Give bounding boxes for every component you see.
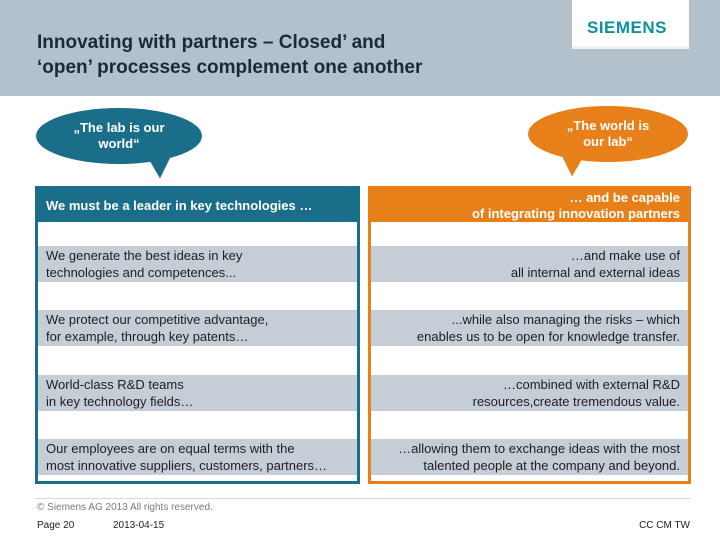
footer-divider [35,498,690,499]
left-row-2: We protect our competitive advantage, for example, through key patents… [38,310,357,346]
closed-process-panel [35,186,360,484]
open-process-panel [368,186,691,484]
right-panel-heading: … and be capable of integrating innovation partners [371,189,688,222]
left-row-4: Our employees are on equal terms with the most innovative suppliers, customers, partners… [38,439,357,475]
left-row-1: We generate the best ideas in key technologies and competences... [38,246,357,282]
left-row-3: World-class R&D teams in key technology fields… [38,375,357,411]
page-number: Page 20 [37,520,75,531]
right-row-4: …allowing them to exchange ideas with the most talented people at the company and beyond. [371,439,688,475]
right-row-3: …combined with external R&D resources,create tremendous value. [371,375,688,411]
speech-bubble-left: „The lab is our world“ [36,108,202,164]
department-code: CC CM TW [639,520,690,531]
slide-date: 2013-04-15 [113,520,165,531]
siemens-logo: SIEMENS [587,18,668,37]
right-row-1: …and make use of all internal and external ideas [371,246,688,282]
left-panel-heading: We must be a leader in key technologies … [38,189,357,222]
copyright-text: © Siemens AG 2013 All rights reserved. [37,502,213,513]
slide-title: Innovating with partners – Closed’ and ‘open’ processes complement one another [37,32,423,78]
speech-bubble-right: „The world is our lab“ [528,106,688,162]
right-row-2: ...while also managing the risks – which enables us to be open for knowledge transfer. [371,310,688,346]
logo-underline [572,46,689,49]
